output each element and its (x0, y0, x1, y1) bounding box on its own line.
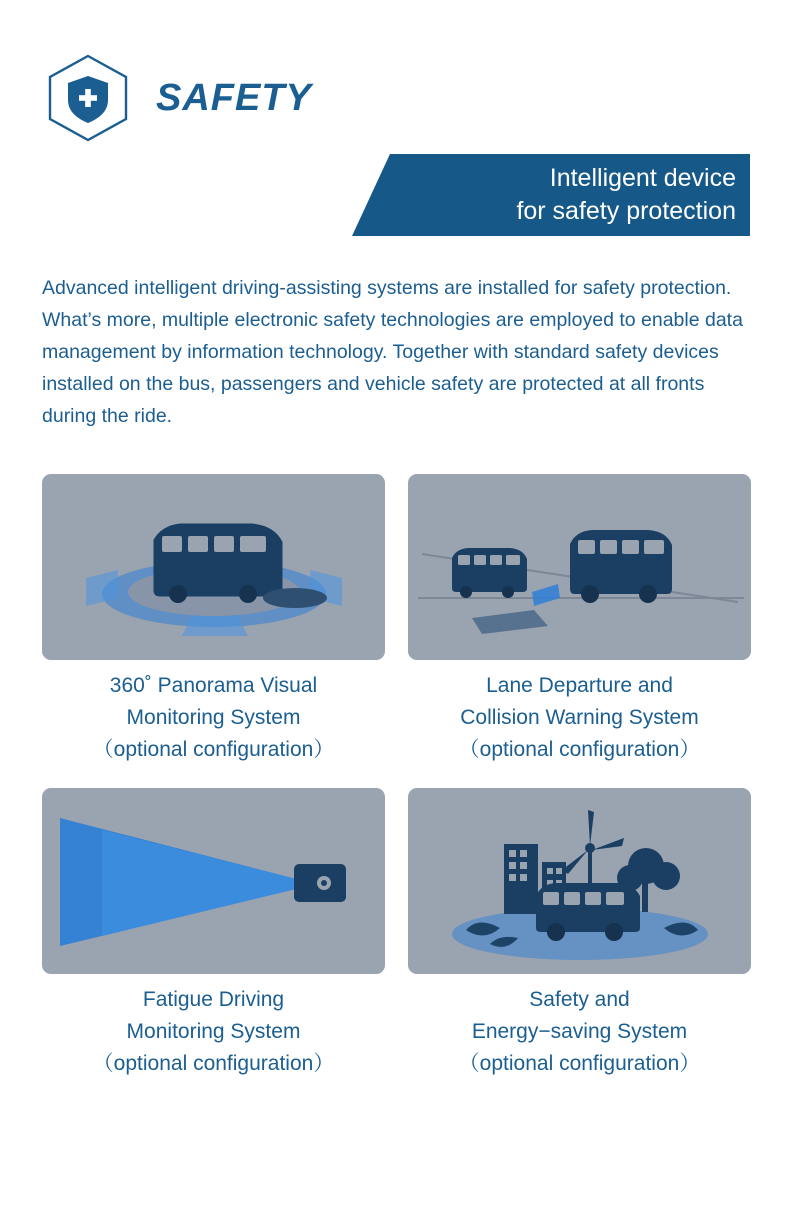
banner-text (352, 154, 750, 236)
feature-card[interactable] (408, 788, 751, 1080)
caption-line-1: 360˚ Panorama Visual (109, 674, 318, 697)
page-title: SAFETY (156, 76, 312, 119)
camera-beam-fatigue-illustration (42, 788, 385, 974)
banner (352, 154, 750, 236)
caption-line-3: （optional configuration） (92, 1052, 335, 1075)
caption-line-1: Lane Departure and (486, 674, 673, 697)
banner-line-2: for safety protection (516, 197, 736, 225)
two-buses-lane-departure-illustration (408, 474, 751, 660)
page-header (42, 52, 312, 144)
feature-caption (408, 670, 751, 766)
bus-360-panorama-illustration (42, 474, 385, 660)
feature-caption (408, 984, 751, 1080)
eco-city-bus-illustration (408, 788, 751, 974)
intro-paragraph: Advanced intelligent driving-assisting systems are installed for safety protection. What’s more, multiple electronic safety technologies are employed to enable data management by information technology. Together with standard safety devices installed on the bus, passengers and vehicle safety are protected at all fronts during the ride. (42, 277, 743, 427)
caption-line-3: （optional configuration） (92, 738, 335, 761)
caption-line-3: （optional configuration） (458, 1052, 701, 1075)
feature-caption (42, 984, 385, 1080)
caption-line-3: （optional configuration） (458, 738, 701, 761)
caption-line-2: Energy−saving System (471, 1020, 688, 1043)
caption-line-2: Collision Warning System (460, 706, 699, 729)
feature-card[interactable] (42, 788, 385, 1080)
caption-line-2: Monitoring System (126, 1020, 301, 1043)
shield-plus-hexagon-icon (42, 52, 134, 144)
feature-card-grid (42, 474, 752, 1080)
caption-line-1: Fatigue Driving (142, 988, 285, 1011)
feature-caption (42, 670, 385, 766)
feature-card[interactable] (408, 474, 751, 766)
feature-card[interactable] (42, 474, 385, 766)
caption-line-1: Safety and (529, 988, 630, 1011)
caption-line-2: Monitoring System (126, 706, 301, 729)
banner-line-1: Intelligent device (549, 164, 736, 192)
